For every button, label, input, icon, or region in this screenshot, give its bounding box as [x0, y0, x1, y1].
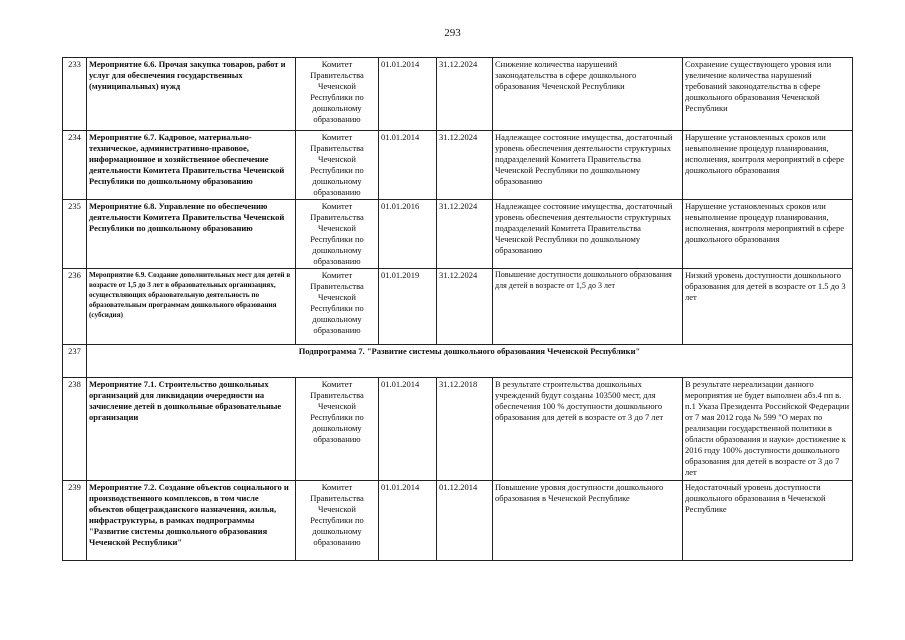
subprogram-row [63, 345, 853, 378]
activity-cell: Мероприятие 6.7. Кадровое, материально-техническое, административно-правовое, информационное и хозяйственное обеспечение деятельности Комитета Правительства Чеченской Республики по дошкольному образованию [87, 131, 296, 200]
result-cell: Повышение доступности дошкольного образования для детей в возрасте от 1,5 до 3 лет [493, 269, 683, 345]
page-number: 293 [444, 27, 461, 39]
activity-cell: Мероприятие 7.1. Строительство дошкольных организаций для ликвидации очередности на зачисление детей в дошкольные образовательные организации [87, 378, 296, 481]
result-cell: Снижение количества нарушений законодательства в сфере дошкольного образования Чеченской Республики [493, 58, 683, 131]
start-date-cell: 01.01.2016 [379, 200, 437, 269]
activity-cell: Мероприятие 6.6. Прочая закупка товаров, работ и услуг для обеспечения государственных (муниципальных) нужд [87, 58, 296, 131]
consequence-cell: Недостаточный уровень доступности дошкольного образования в Чеченской Республике [683, 481, 853, 561]
result-cell: Надлежащее состояние имущества, достаточный уровень обеспечения деятельности структурных подразделений Комитета Правительства Чеченской Республики по дошкольному образованию [493, 131, 683, 200]
responsible-cell: Комитет Правительства Чеченской Республики по дошкольному образованию [296, 481, 379, 561]
end-date-cell: 31.12.2024 [437, 200, 493, 269]
table-row [63, 269, 853, 345]
table-row [63, 58, 853, 131]
activities-table [62, 57, 853, 561]
table-row [63, 200, 853, 269]
table-row [63, 378, 853, 481]
end-date-cell: 31.12.2024 [437, 58, 493, 131]
responsible-cell: Комитет Правительства Чеченской Республики по дошкольному образованию [296, 269, 379, 345]
row-number: 238 [63, 378, 87, 481]
end-date-cell: 31.12.2024 [437, 269, 493, 345]
result-cell: Повышение уровня доступности дошкольного образования в Чеченской Республике [493, 481, 683, 561]
row-number: 237 [63, 345, 87, 378]
start-date-cell: 01.01.2019 [379, 269, 437, 345]
end-date-cell: 31.12.2018 [437, 378, 493, 481]
row-number: 234 [63, 131, 87, 200]
consequence-cell: Сохранение существующего уровня или увеличение количества нарушений требований законодательства в сфере дошкольного образования Чеченской Республики [683, 58, 853, 131]
consequence-cell: В результате нереализации данного мероприятия не будет выполнен абз.4 пп в. п.1 Указа Президента Российской Федерации от 7 мая 2012 года № 599 "О мерах по реализации государственной политики в области образования и науки» достижение к 2016 году 100% доступности дошкольного образования для детей в возрасте от 3 до 7 лет [683, 378, 853, 481]
row-number: 233 [63, 58, 87, 131]
result-cell: Надлежащее состояние имущества, достаточный уровень обеспечения деятельности структурных подразделений Комитета Правительства Чеченской Республики по дошкольному образованию [493, 200, 683, 269]
row-number: 236 [63, 269, 87, 345]
table-row [63, 481, 853, 561]
table-row [63, 131, 853, 200]
row-number: 235 [63, 200, 87, 269]
responsible-cell: Комитет Правительства Чеченской Республики по дошкольному образованию [296, 378, 379, 481]
subprogram-title: Подпрограмма 7. "Развитие системы дошкольного образования Чеченской Республики" [87, 345, 853, 378]
end-date-cell: 01.12.2014 [437, 481, 493, 561]
consequence-cell: Нарушение установленных сроков или невыполнение процедур планирования, исполнения, контроля мероприятий в сфере дошкольного образования [683, 200, 853, 269]
result-cell: В результате строительства дошкольных учреждений будут созданы 103500 мест, для обеспечения 100 % доступности дошкольного образования для детей в возрасте от 3 до 7 лет [493, 378, 683, 481]
activity-cell: Мероприятие 6.9. Создание дополнительных мест для детей в возрасте от 1,5 до 3 лет в образовательных организациях, осуществляющих образовательную деятельность по образовательным программам дошкольного образования (субсидия) [87, 269, 296, 345]
activity-cell: Мероприятие 6.8. Управление по обеспечению деятельности Комитета Правительства Чеченской Республики по дошкольному образованию [87, 200, 296, 269]
start-date-cell: 01.01.2014 [379, 131, 437, 200]
responsible-cell: Комитет Правительства Чеченской Республики по дошкольному образованию [296, 58, 379, 131]
activity-cell: Мероприятие 7.2. Создание объектов социального и производственного комплексов, в том числе объектов общегражданского назначения, жилья, инфраструктуры, в рамках подпрограммы "Развитие системы дошкольного образования Чеченской Республики" [87, 481, 296, 561]
responsible-cell: Комитет Правительства Чеченской Республики по дошкольному образованию [296, 131, 379, 200]
row-number: 239 [63, 481, 87, 561]
consequence-cell: Нарушение установленных сроков или невыполнение процедур планирования, исполнения, контроля мероприятий в сфере дошкольного образования [683, 131, 853, 200]
end-date-cell: 31.12.2024 [437, 131, 493, 200]
start-date-cell: 01.01.2014 [379, 58, 437, 131]
start-date-cell: 01.01.2014 [379, 481, 437, 561]
start-date-cell: 01.01.2014 [379, 378, 437, 481]
consequence-cell: Низкий уровень доступности дошкольного образования для детей в возрасте от 1.5 до 3 лет [683, 269, 853, 345]
responsible-cell: Комитет Правительства Чеченской Республики по дошкольному образованию [296, 200, 379, 269]
